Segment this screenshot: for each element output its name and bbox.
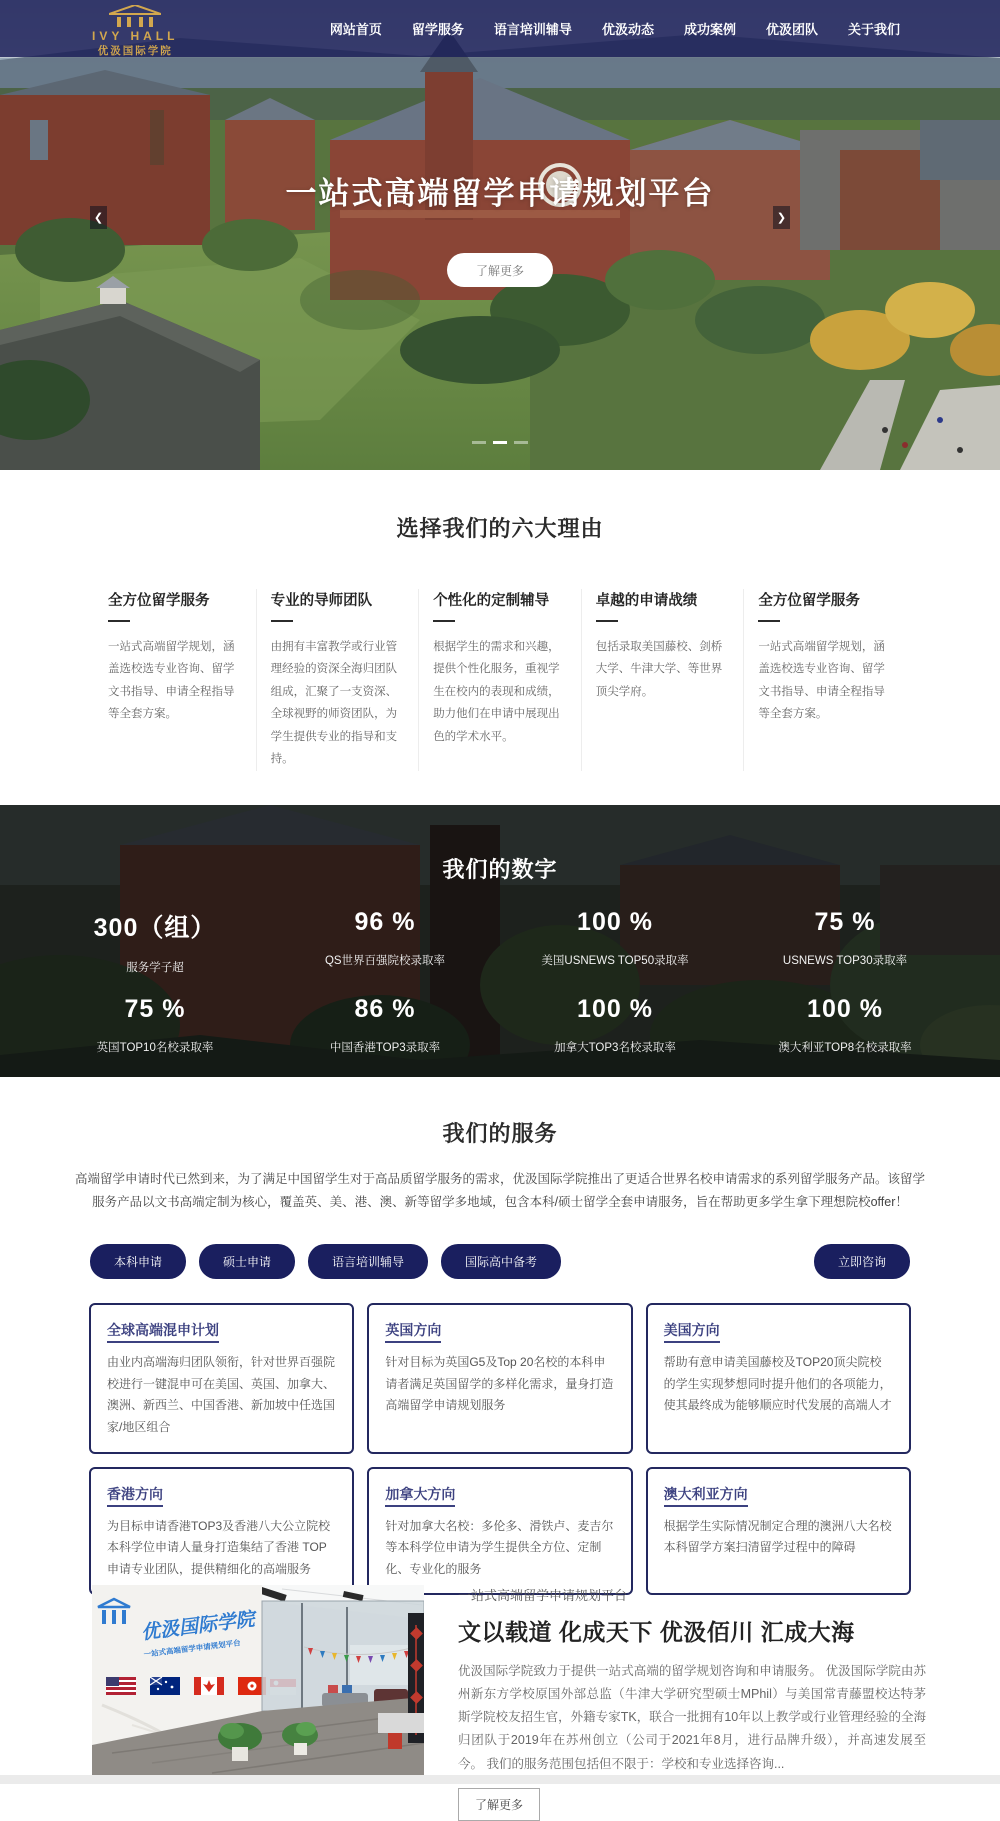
nav-item-success-cases[interactable]: 成功案例	[683, 22, 736, 37]
reason-card-title: 全方位留学服务	[108, 593, 210, 609]
logo-subtitle: 优汲国际学院	[97, 44, 173, 57]
wall-logo-text: 优汲国际学院	[139, 1608, 256, 1644]
stat-label: 中国香港TOP3录取率	[329, 1042, 441, 1054]
service-card-hk[interactable]	[89, 1467, 354, 1596]
reason-card-title: 全方位留学服务	[758, 593, 860, 609]
service-card-title: 全球高端混申计划	[107, 1320, 219, 1343]
stat-item	[270, 908, 500, 975]
nav-item-study-services[interactable]: 留学服务	[411, 22, 464, 37]
hero-title: 一站式高端留学申请规划平台	[285, 176, 715, 211]
stat-item	[500, 908, 730, 975]
reason-card	[418, 589, 581, 771]
stat-label: 英国TOP10名校录取率	[96, 1042, 214, 1054]
reason-card-text: 包括录取美国藤校、剑桥大学、牛津大学、等世界顶尖学府。	[595, 641, 723, 698]
stat-label: 服务学子超	[126, 962, 184, 974]
temple-columns-icon	[109, 5, 161, 29]
service-card-text: 帮助有意申请美国藤校及TOP20顶尖院校的学生实现梦想同时提升他们的各项能力，使其最终成为能够顺应时代发展的高端人才	[663, 1355, 892, 1413]
reason-card	[94, 589, 256, 771]
service-card-title: 英国方向	[385, 1320, 441, 1343]
stats-section	[0, 805, 1000, 1077]
reason-card-title: 个性化的定制辅导	[433, 593, 550, 609]
about-title: 文以载道 化成天下 优汲佰川 汇成大海	[458, 1619, 855, 1645]
stat-item	[40, 995, 270, 1055]
stat-value: 100 %	[807, 995, 883, 1023]
reason-card	[256, 589, 419, 771]
stats-title: 我们的数字	[442, 857, 558, 882]
title-underline	[433, 620, 455, 622]
about-kicker: 一站式高端留学申请规划平台	[458, 1588, 628, 1603]
carousel-dot[interactable]	[514, 441, 528, 444]
reason-card	[743, 589, 906, 771]
flag-usa	[106, 1677, 136, 1695]
carousel-next-icon[interactable]: ❯	[773, 206, 790, 229]
carousel-dot-active[interactable]	[493, 441, 507, 444]
reason-card	[581, 589, 744, 771]
hero-banner	[0, 0, 1000, 470]
nav-item-team[interactable]: 优汲团队	[765, 22, 818, 37]
flag-canada	[194, 1677, 224, 1695]
title-underline	[108, 620, 130, 622]
service-card-text: 为目标申请香港TOP3及香港八大公立院校本科学位申请人量身打造集结了香港 TOP申请专业团队，提供精细化的高端服务	[107, 1518, 331, 1576]
service-card-australia[interactable]	[646, 1467, 911, 1596]
stat-value: 75 %	[124, 995, 186, 1023]
about-learn-more-button[interactable]: 了解更多	[458, 1788, 540, 1821]
service-card-title: 香港方向	[107, 1484, 163, 1507]
main-nav	[330, 19, 900, 38]
reason-card-title: 卓越的申请战绩	[595, 593, 698, 609]
service-card-title: 加拿大方向	[385, 1484, 455, 1507]
service-card-title: 澳大利亚方向	[664, 1484, 748, 1507]
stat-value: 75 %	[814, 908, 876, 936]
services-title: 我们的服务	[442, 1121, 558, 1146]
service-card-uk[interactable]	[367, 1303, 632, 1453]
stats-grid	[40, 908, 960, 1055]
nav-item-home[interactable]: 网站首页	[329, 22, 382, 37]
stats-content	[0, 805, 1000, 1055]
hero-learn-more-button[interactable]: 了解更多	[447, 253, 553, 287]
services-intro: 高端留学申请时代已然到来，为了满足中国留学生对于高品质留学服务的需求，优汲国际学院推出了更适合世界名校申请需求的系列留学服务产品。该留学服务产品以文书高端定制为核心，覆盖英、美、港、澳、新等留学多地域，包含本科/硕士留学全套申请服务，旨在帮助更多学生拿下理想院校offer！	[74, 1172, 925, 1210]
reasons-section	[0, 470, 1000, 805]
office-interior-illustration	[92, 1585, 424, 1775]
consult-now-button[interactable]: 立即咨询	[814, 1244, 910, 1279]
carousel-pagination	[472, 441, 528, 444]
site-header	[0, 0, 1000, 57]
stat-item	[730, 908, 960, 975]
stat-item	[500, 995, 730, 1055]
tab-master[interactable]: 硕士申请	[199, 1244, 295, 1279]
service-card-us[interactable]	[646, 1303, 911, 1453]
nav-item-news[interactable]: 优汲动态	[601, 22, 654, 37]
carousel-prev-icon[interactable]: ❮	[90, 206, 107, 229]
about-content	[458, 1585, 926, 1812]
service-cards	[89, 1303, 911, 1595]
logo-name: IVY HALL	[92, 28, 179, 43]
service-card-text: 针对加拿大名校：多伦多、滑铁卢、麦吉尔等本科学位申请为学生提供全方位、定制化、专业化的服务	[385, 1518, 614, 1576]
stat-item	[40, 908, 270, 975]
reason-card-text: 根据学生的需求和兴趣，提供个性化服务，重视学生在校内的表现和成绩，助力他们在申请中展现出色的学术水平。	[433, 641, 560, 743]
tab-intl-highschool[interactable]: 国际高中备考	[441, 1244, 561, 1279]
service-card-title: 美国方向	[664, 1320, 720, 1343]
stat-item	[270, 995, 500, 1055]
nav-item-language-training[interactable]: 语言培训辅导	[493, 22, 572, 37]
service-card-text: 针对目标为英国G5及Top 20名校的本科申请者满足英国留学的多样化需求，量身打造高端留学申请规划服务	[385, 1355, 614, 1413]
title-underline	[758, 620, 780, 622]
reasons-row	[94, 589, 906, 771]
site-logo[interactable]	[92, 5, 178, 57]
service-card-text: 根据学生实际情况制定合理的澳洲八大名校本科留学方案扫清留学过程中的障碍	[663, 1518, 892, 1555]
stat-label: 加拿大TOP3名校录取率	[554, 1042, 676, 1054]
carousel-dot[interactable]	[472, 441, 486, 444]
services-tabs	[90, 1244, 910, 1279]
reason-card-title: 专业的导师团队	[270, 593, 373, 609]
reason-card-text: 一站式高端留学规划，涵盖选校选专业咨询、留学文书指导、申请全程指导等全套方案。	[108, 641, 235, 721]
title-underline	[271, 620, 293, 622]
stat-label: USNEWS TOP30录取率	[782, 955, 908, 967]
reasons-title: 选择我们的六大理由	[396, 516, 604, 541]
service-card-canada[interactable]	[367, 1467, 632, 1596]
reason-card-text: 由拥有丰富教学或行业管理经验的资深全海归团队组成，汇聚了一支资深、全球视野的师资团队，为学生提供专业的指导和支持。	[270, 641, 398, 766]
stat-value: 96 %	[354, 908, 416, 936]
nav-item-about[interactable]: 关于我们	[847, 22, 900, 37]
tab-language-training[interactable]: 语言培训辅导	[308, 1244, 428, 1279]
service-card-global-mix[interactable]	[89, 1303, 354, 1453]
services-section	[0, 1077, 1000, 1576]
stat-label: QS世界百强院校录取率	[324, 955, 446, 967]
flag-australia	[150, 1677, 180, 1695]
wall-tagline-text: 一站式高端留学申请规划平台	[143, 1638, 242, 1659]
stat-item	[730, 995, 960, 1055]
stat-label: 美国USNEWS TOP50录取率	[541, 955, 689, 967]
tab-undergraduate[interactable]: 本科申请	[90, 1244, 186, 1279]
stat-value: 86 %	[354, 995, 416, 1023]
stat-value: 300（组）	[93, 914, 217, 942]
office-photo	[92, 1585, 424, 1775]
reason-card-text: 一站式高端留学规划，涵盖选校选专业咨询、留学文书指导、申请全程指导等全套方案。	[758, 641, 885, 721]
stat-value: 100 %	[577, 995, 653, 1023]
stat-label: 澳大利亚TOP8名校录取率	[778, 1042, 912, 1054]
stat-value: 100 %	[577, 908, 653, 936]
about-text: 优汲国际学院致力于提供一站式高端的留学规划咨询和申请服务。 优汲国际学院由苏州新东方学校原国外部总监（牛津大学研究型硕士MPhil）与美国常青藤盟校达特茅斯学院校友招生官，外籍专家TK，联合一批拥有10年以上教学或行业管理经验的全海归团队于2019年在苏州创立（公司于2021年8月，进行品牌升级），并高速发展至今。 我们的服务范围包括但不限于：学校和专业选择咨询...	[458, 1664, 926, 1771]
service-card-text: 由业内高端海归团队领衔，针对世界百强院校进行一键混申可在美国、英国、加拿大、澳洲、新西兰、中国香港、新加坡中任选国家/地区组合	[107, 1355, 336, 1435]
campus-aerial-photo	[0, 0, 1000, 470]
title-underline	[596, 620, 618, 622]
about-section	[0, 1560, 1000, 1812]
